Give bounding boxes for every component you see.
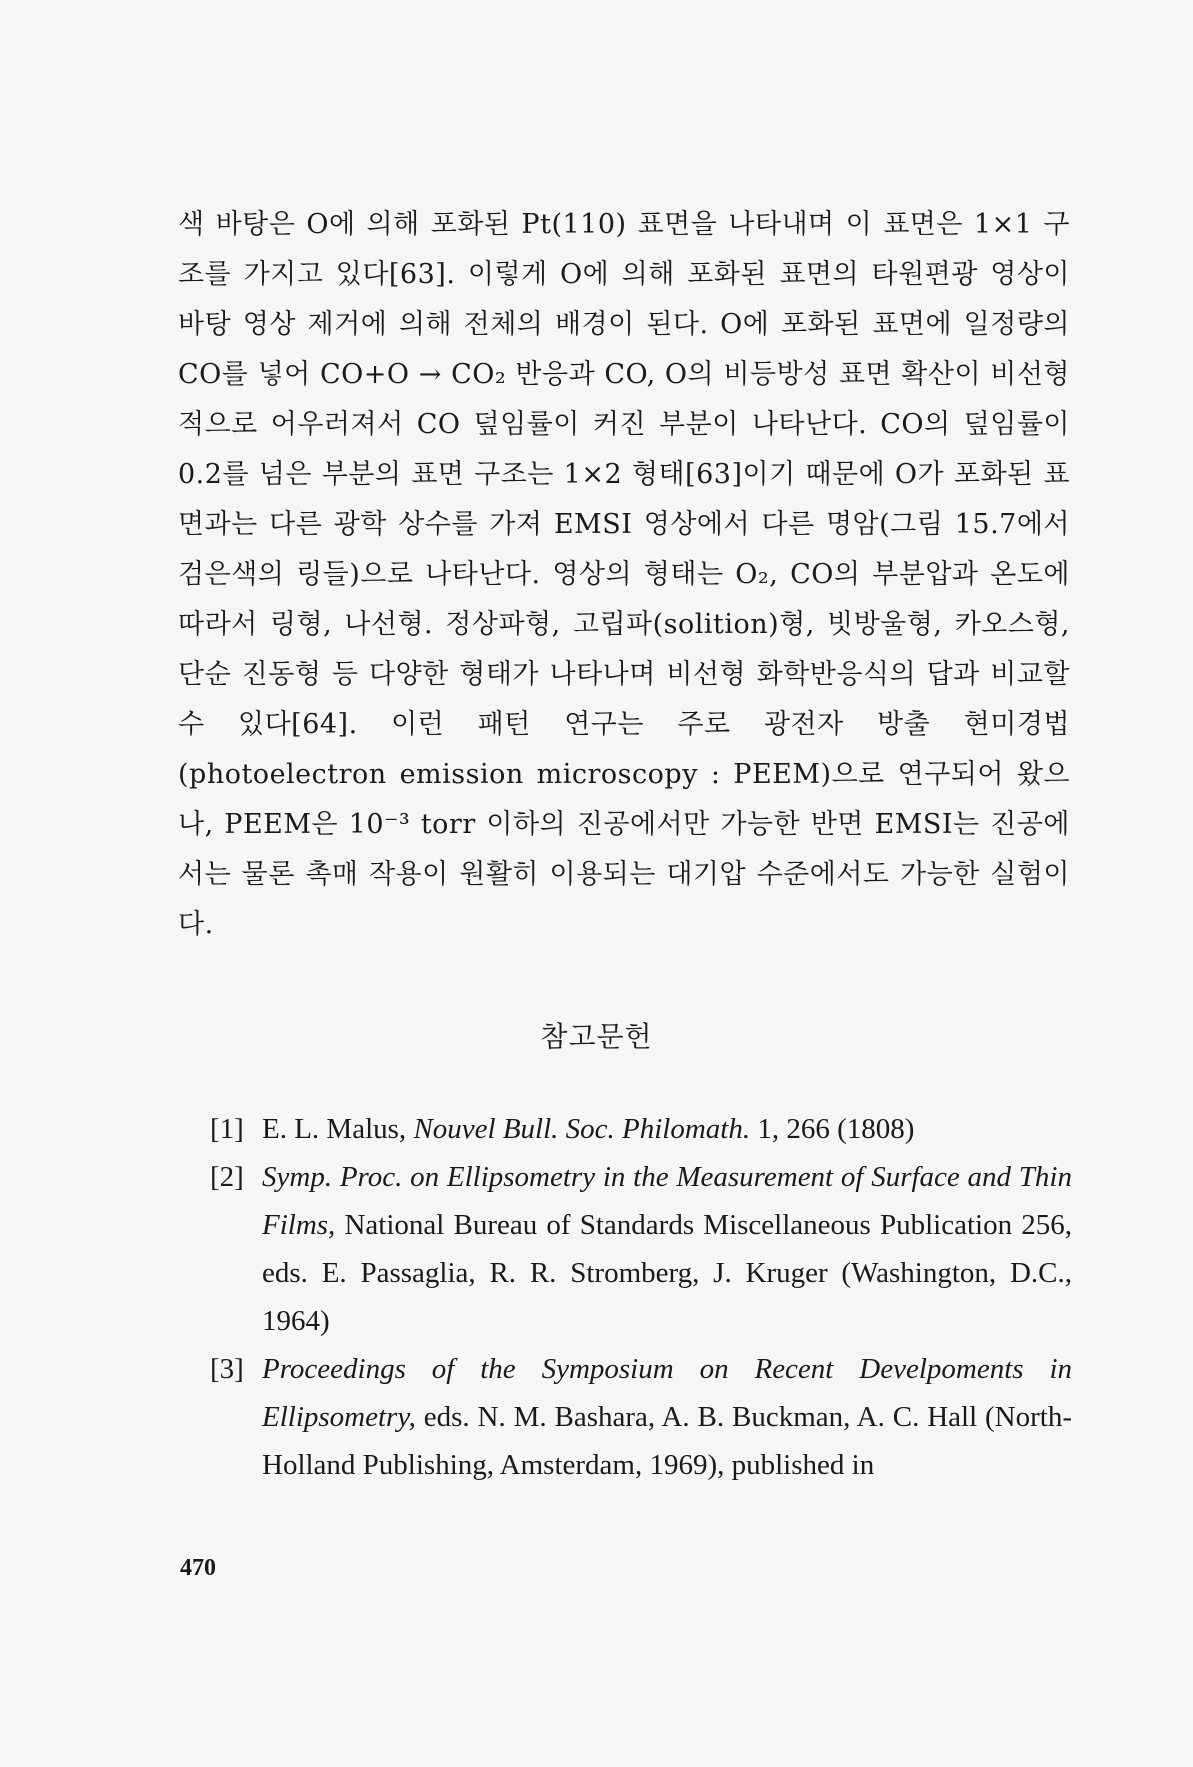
reference-item-1 (210, 1105, 1072, 1153)
reference-details: 1, 266 (1808) (750, 1113, 915, 1145)
references-heading: 참고문헌 (540, 1020, 653, 1053)
reference-number: [2] (210, 1161, 244, 1193)
reference-item-3 (210, 1345, 1072, 1489)
reference-number: [3] (210, 1353, 244, 1385)
body-paragraph: 색 바탕은 O에 의해 포화된 Pt(110) 표면을 나타내며 이 표면은 1×1 구조를 가지고 있다[63]. 이렇게 O에 의해 포화된 표면의 타원편광 영상이 바탕 영상 제거에 의해 전체의 배경이 된다. O에 포화된 표면에 일정량의 CO를 넣어 CO+O → CO₂ 반응과 CO, O의 비등방성 표면 확산이 비선형적으로 어우러져서 CO 덮임률이 커진 부분이 나타난다. CO의 덮임률이 0.2를 넘은 부분의 표면 구조는 1×2 형태[63]이기 때문에 O가 포화된 표면과는 다른 광학 상수를 가져 EMSI 영상에서 다른 명암(그림 15.7에서 검은색의 링들)으로 나타난다. 영상의 형태는 O₂, CO의 부분압과 온도에 따라서 링형, 나선형. 정상파형, 고립파(solition)형, 빗방울형, 카오스형, 단순 진동형 등 다양한 형태가 나타나며 비선형 화학반응식의 답과 비교할 수 있다[64]. 이런 패턴 연구는 주로 광전자 방출 현미경법(photoelectron emission microscopy : PEEM)으로 연구되어 왔으나, PEEM은 10⁻³ torr 이하의 진공에서만 가능한 반면 EMSI는 진공에서는 물론 촉매 작용이 원활히 이용되는 대기압 수준에서도 가능한 실험이다. (178, 209, 1070, 940)
reference-title: Nouvel Bull. Soc. Philomath. (413, 1113, 751, 1145)
reference-text: E. L. Malus, (262, 1113, 414, 1145)
reference-details: eds. N. M. Bashara, A. B. Buckman, A. C. Hall (North-Holland Publishing, Amsterdam, 1969), published in (262, 1401, 1072, 1481)
reference-title: Proceedings of the Symposium on Recent Develpoments in Ellipsometry, (262, 1353, 1072, 1433)
reference-item-2 (210, 1153, 1072, 1345)
reference-number: [1] (210, 1113, 244, 1145)
reference-title: Symp. Proc. on Ellipsometry in the Measurement of Surface and Thin Films, (262, 1161, 1072, 1241)
page-number: 470 (180, 1555, 216, 1581)
references-list (210, 1105, 1072, 1489)
reference-details: National Bureau of Standards Miscellaneous Publication 256, eds. E. Passaglia, R. R. Stromberg, J. Kruger (Washington, D.C., 1964) (262, 1209, 1072, 1337)
